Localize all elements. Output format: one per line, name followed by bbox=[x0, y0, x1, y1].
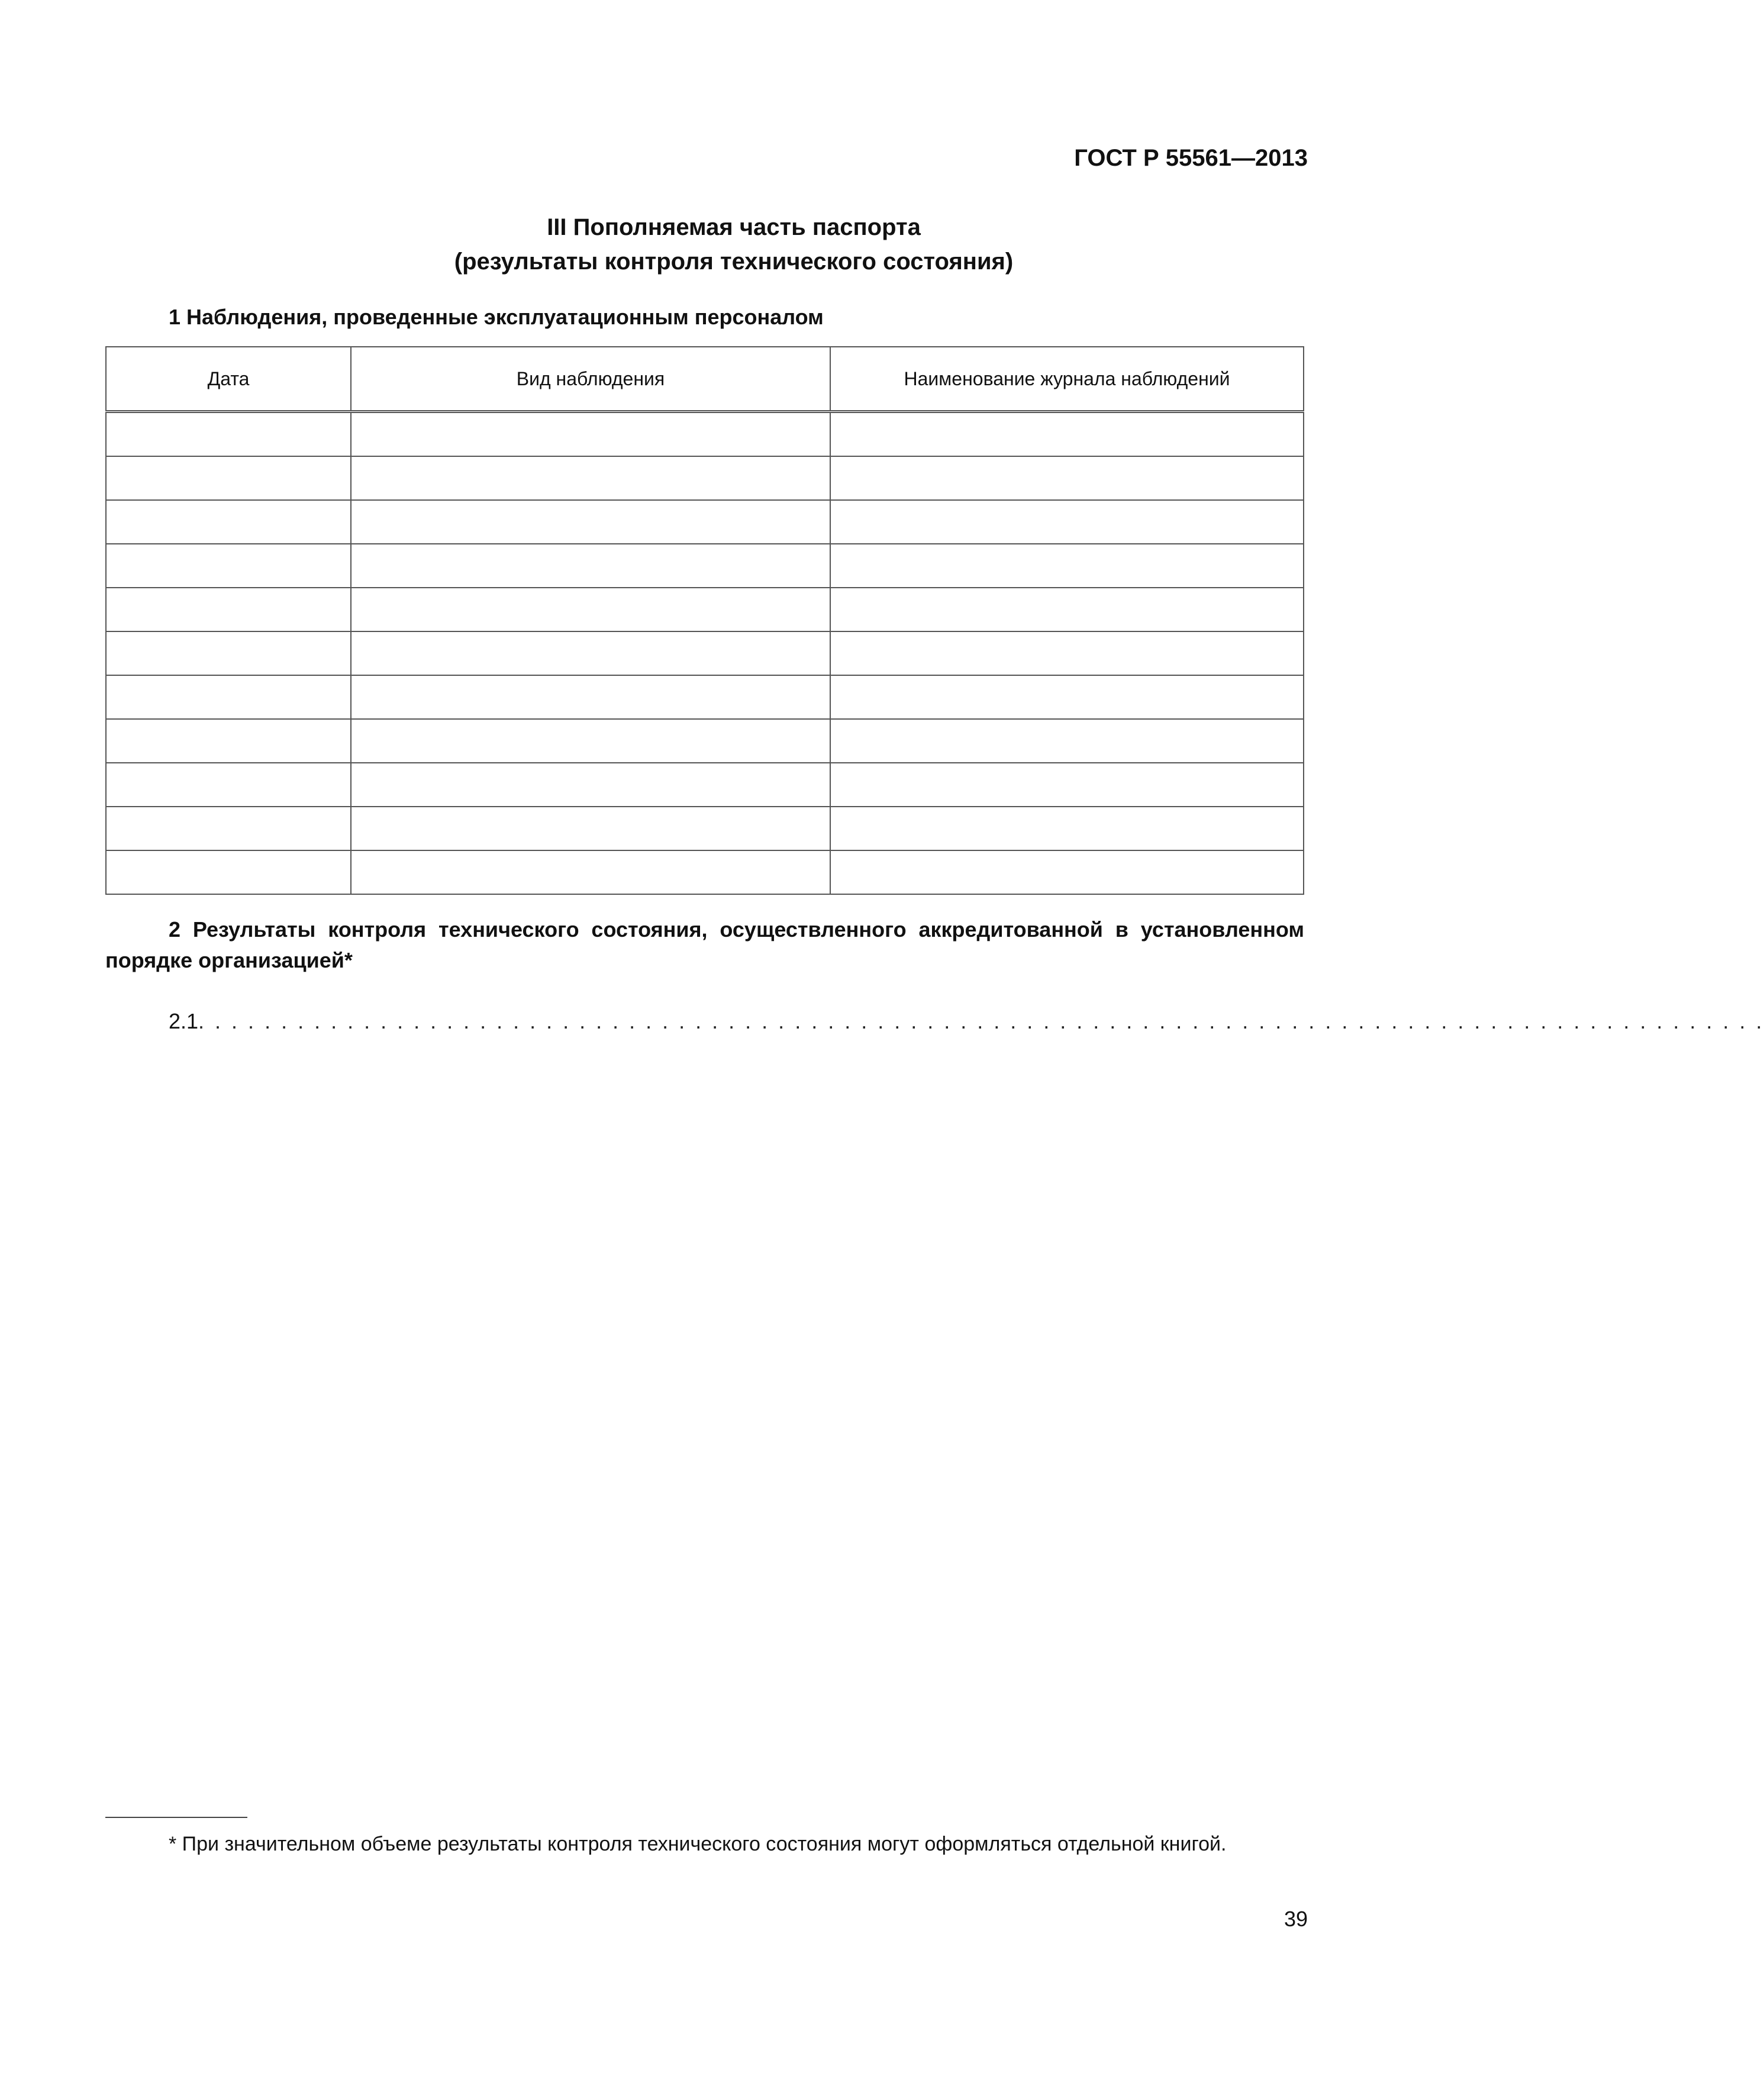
column-header-date: Дата bbox=[106, 347, 351, 412]
column-header-journal-name: Наименование журнала наблюдений bbox=[830, 347, 1304, 412]
table-row bbox=[106, 412, 1304, 457]
table-row bbox=[106, 807, 1304, 850]
observation-type-cell[interactable] bbox=[351, 500, 830, 544]
observation-type-cell[interactable] bbox=[351, 631, 830, 675]
journal-name-cell[interactable] bbox=[830, 719, 1304, 763]
observation-type-cell[interactable] bbox=[351, 719, 830, 763]
standard-designation: ГОСТ Р 55561—2013 bbox=[1074, 145, 1308, 171]
date-cell[interactable] bbox=[106, 412, 351, 457]
date-cell[interactable] bbox=[106, 500, 351, 544]
observations-table bbox=[105, 346, 1304, 895]
date-cell[interactable] bbox=[106, 807, 351, 850]
column-header-observation-type: Вид наблюдения bbox=[351, 347, 830, 412]
table-row bbox=[106, 500, 1304, 544]
date-cell[interactable] bbox=[106, 850, 351, 894]
part-title-line-1: III Пополняемая часть паспорта bbox=[547, 214, 921, 240]
date-cell[interactable] bbox=[106, 675, 351, 719]
table-body bbox=[106, 412, 1304, 895]
observation-type-cell[interactable] bbox=[351, 675, 830, 719]
observation-type-cell[interactable] bbox=[351, 456, 830, 500]
journal-name-cell[interactable] bbox=[830, 807, 1304, 850]
journal-name-cell[interactable] bbox=[830, 412, 1304, 457]
fill-in-dotted-line[interactable]: . . . . . . . . . . . . . . . . . . . . . . . . . . . . . . . . . . . . . . . . . . . . . . . . . . . . . . . . . . . . . . . . . . . . . . . . . . . . . . . . . . . . . . . . . . . . . . . bbox=[198, 1009, 1764, 1033]
section-1-heading: 1 Наблюдения, проведенные эксплуатационным персоналом bbox=[169, 305, 824, 329]
journal-name-cell[interactable] bbox=[830, 500, 1304, 544]
journal-name-cell[interactable] bbox=[830, 631, 1304, 675]
item-2-1 bbox=[169, 1009, 1764, 1034]
observation-type-cell[interactable] bbox=[351, 412, 830, 457]
page-number: 39 bbox=[1284, 1907, 1308, 1931]
date-cell[interactable] bbox=[106, 631, 351, 675]
journal-name-cell[interactable] bbox=[830, 763, 1304, 807]
observation-type-cell[interactable] bbox=[351, 763, 830, 807]
table-row bbox=[106, 456, 1304, 500]
journal-name-cell[interactable] bbox=[830, 850, 1304, 894]
table-header-row bbox=[106, 347, 1304, 412]
date-cell[interactable] bbox=[106, 588, 351, 631]
date-cell[interactable] bbox=[106, 719, 351, 763]
date-cell[interactable] bbox=[106, 544, 351, 588]
footnote: * При значительном объеме результаты контроля технического состояния могут оформляться отдельной книгой. bbox=[169, 1833, 1227, 1855]
item-number: 2.1 bbox=[169, 1009, 199, 1033]
section-2-heading: 2 Результаты контроля технического состояния, осуществленного аккредитованной в установленном порядке организацией* bbox=[105, 917, 1304, 972]
part-title-line-2: (результаты контроля технического состояния) bbox=[454, 249, 1014, 275]
observation-type-cell[interactable] bbox=[351, 544, 830, 588]
observation-type-cell[interactable] bbox=[351, 807, 830, 850]
table-row bbox=[106, 675, 1304, 719]
table-row bbox=[106, 544, 1304, 588]
table-row bbox=[106, 850, 1304, 894]
footnote-divider bbox=[105, 1817, 247, 1818]
table-row bbox=[106, 631, 1304, 675]
date-cell[interactable] bbox=[106, 763, 351, 807]
journal-name-cell[interactable] bbox=[830, 544, 1304, 588]
table-row bbox=[106, 763, 1304, 807]
journal-name-cell[interactable] bbox=[830, 456, 1304, 500]
journal-name-cell[interactable] bbox=[830, 588, 1304, 631]
observation-type-cell[interactable] bbox=[351, 588, 830, 631]
table-row bbox=[106, 588, 1304, 631]
table-row bbox=[106, 719, 1304, 763]
date-cell[interactable] bbox=[106, 456, 351, 500]
part-title bbox=[0, 210, 1468, 279]
journal-name-cell[interactable] bbox=[830, 675, 1304, 719]
observation-type-cell[interactable] bbox=[351, 850, 830, 894]
